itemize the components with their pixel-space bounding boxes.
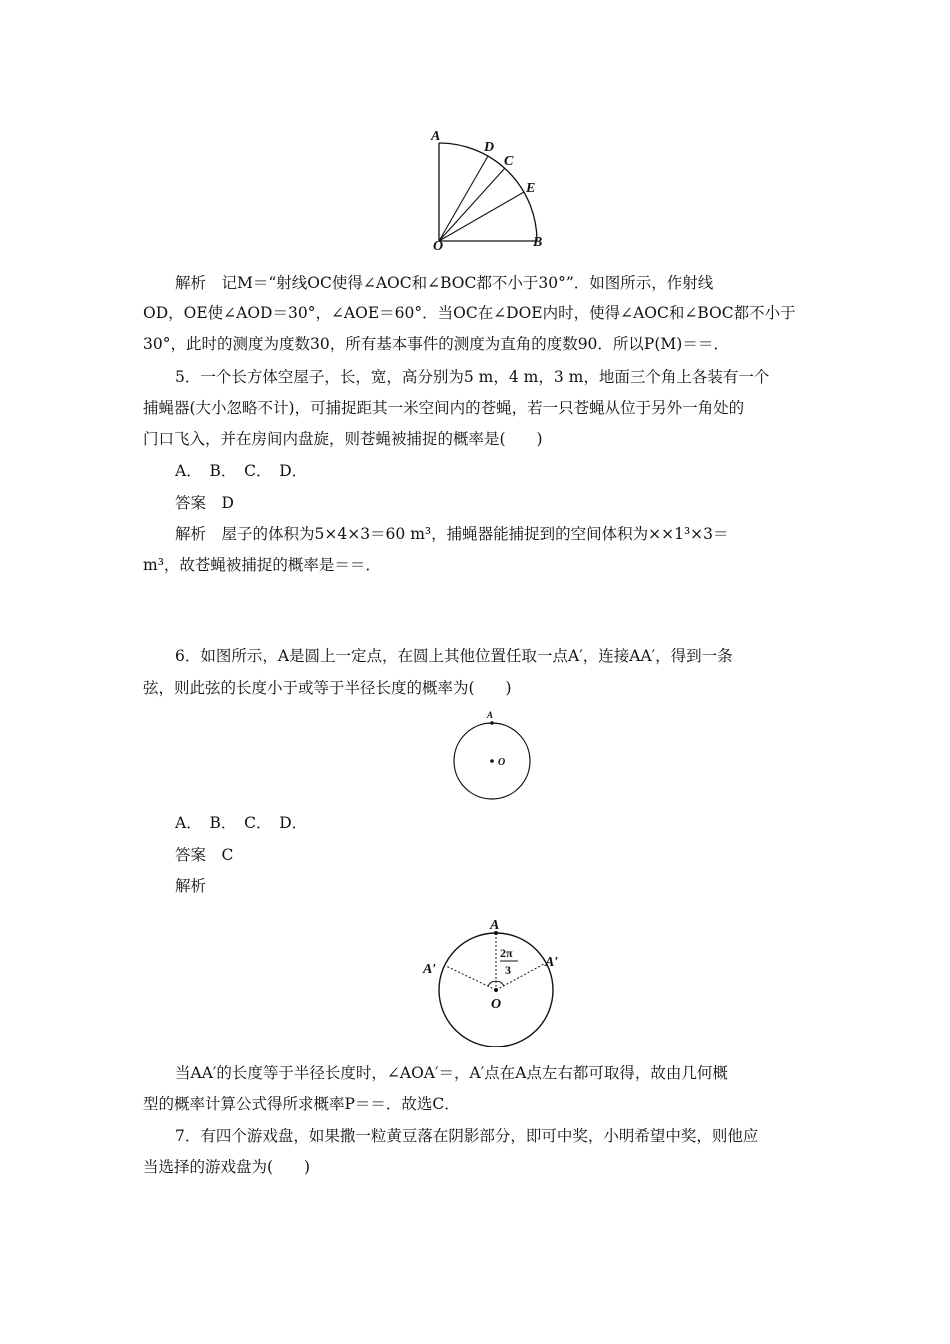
fig3-label-o: O [491, 997, 502, 1012]
q6-solution-2: 型的概率计算公式得所求概率P＝＝．故选C． [143, 1095, 460, 1113]
p4-line-1: 解析 记M＝“射线OC使得∠AOC和∠BOC都不小于30°”．如图所示，作射线 [175, 274, 714, 292]
label-o: O [433, 239, 444, 250]
fig3-label-a-right: A′ [545, 955, 559, 970]
circle-label-o: O [498, 757, 506, 768]
q5-line-3: 门口飞入，并在房间内盘旋，则苍蝇被捕捉的概率是( ) [143, 430, 543, 448]
q6-analysis-label: 解析 [175, 877, 207, 895]
q5-answer: 答案 D [175, 494, 234, 512]
fig3-angle-denominator: 3 [505, 963, 511, 977]
q6-options: A． B． C． D． [175, 814, 308, 832]
label-b: B [533, 235, 543, 250]
q5-line-2: 捕蝇器(大小忽略不计)，可捕捉距其一米空间内的苍蝇，若一只苍蝇从位于另外一角处的 [143, 399, 745, 417]
q7-line-1: 7．有四个游戏盘，如果撒一粒黄豆落在阴影部分，即可中奖，小明希望中奖，则他应 [175, 1127, 759, 1145]
label-e: E [526, 181, 536, 196]
chord-angle-figure [420, 912, 570, 1047]
q6-line-1: 6．如图所示，A是圆上一定点，在圆上其他位置任取一点A′，连接AA′，得到一条 [175, 647, 733, 665]
circle-label-a: A [487, 710, 494, 720]
q7-line-2: 当选择的游戏盘为( ) [143, 1158, 311, 1176]
q6-line-2: 弦，则此弦的长度小于或等于半径长度的概率为( ) [143, 679, 512, 697]
fig3-label-a-left: A′ [423, 962, 437, 977]
quarter-circle-figure [425, 125, 555, 250]
circle-figure [445, 705, 545, 805]
label-a: A [431, 129, 441, 144]
label-d: D [484, 140, 495, 155]
fig3-angle-numerator: 2π [500, 946, 513, 960]
q6-solution-1: 当AA′的长度等于半径长度时，∠AOA′＝，A′点在A点左右都可取得，故由几何概 [175, 1064, 728, 1082]
p4-line-3: 30°，此时的测度为度数30，所有基本事件的测度为直角的度数90．所以P(M)＝＝． [143, 335, 729, 353]
label-c: C [504, 154, 514, 169]
q5-solution-1: 解析 屋子的体积为5×4×3＝60 m³，捕蝇器能捕捉到的空间体积为××1³×3＝ [175, 525, 729, 543]
q5-solution-2: m³，故苍蝇被捕捉的概率是＝＝． [143, 556, 381, 574]
q5-line-1: 5．一个长方体空屋子，长，宽，高分别为5 m，4 m，3 m，地面三个角上各装有一个 [175, 368, 770, 386]
q6-answer: 答案 C [175, 846, 234, 864]
q5-options: A． B． C． D． [175, 462, 308, 480]
fig3-label-a: A [490, 918, 500, 933]
p4-line-2: OD，OE使∠AOD＝30°，∠AOE＝60°．当OC在∠DOE内时，使得∠AOC和∠BOC都不小于 [143, 304, 796, 322]
